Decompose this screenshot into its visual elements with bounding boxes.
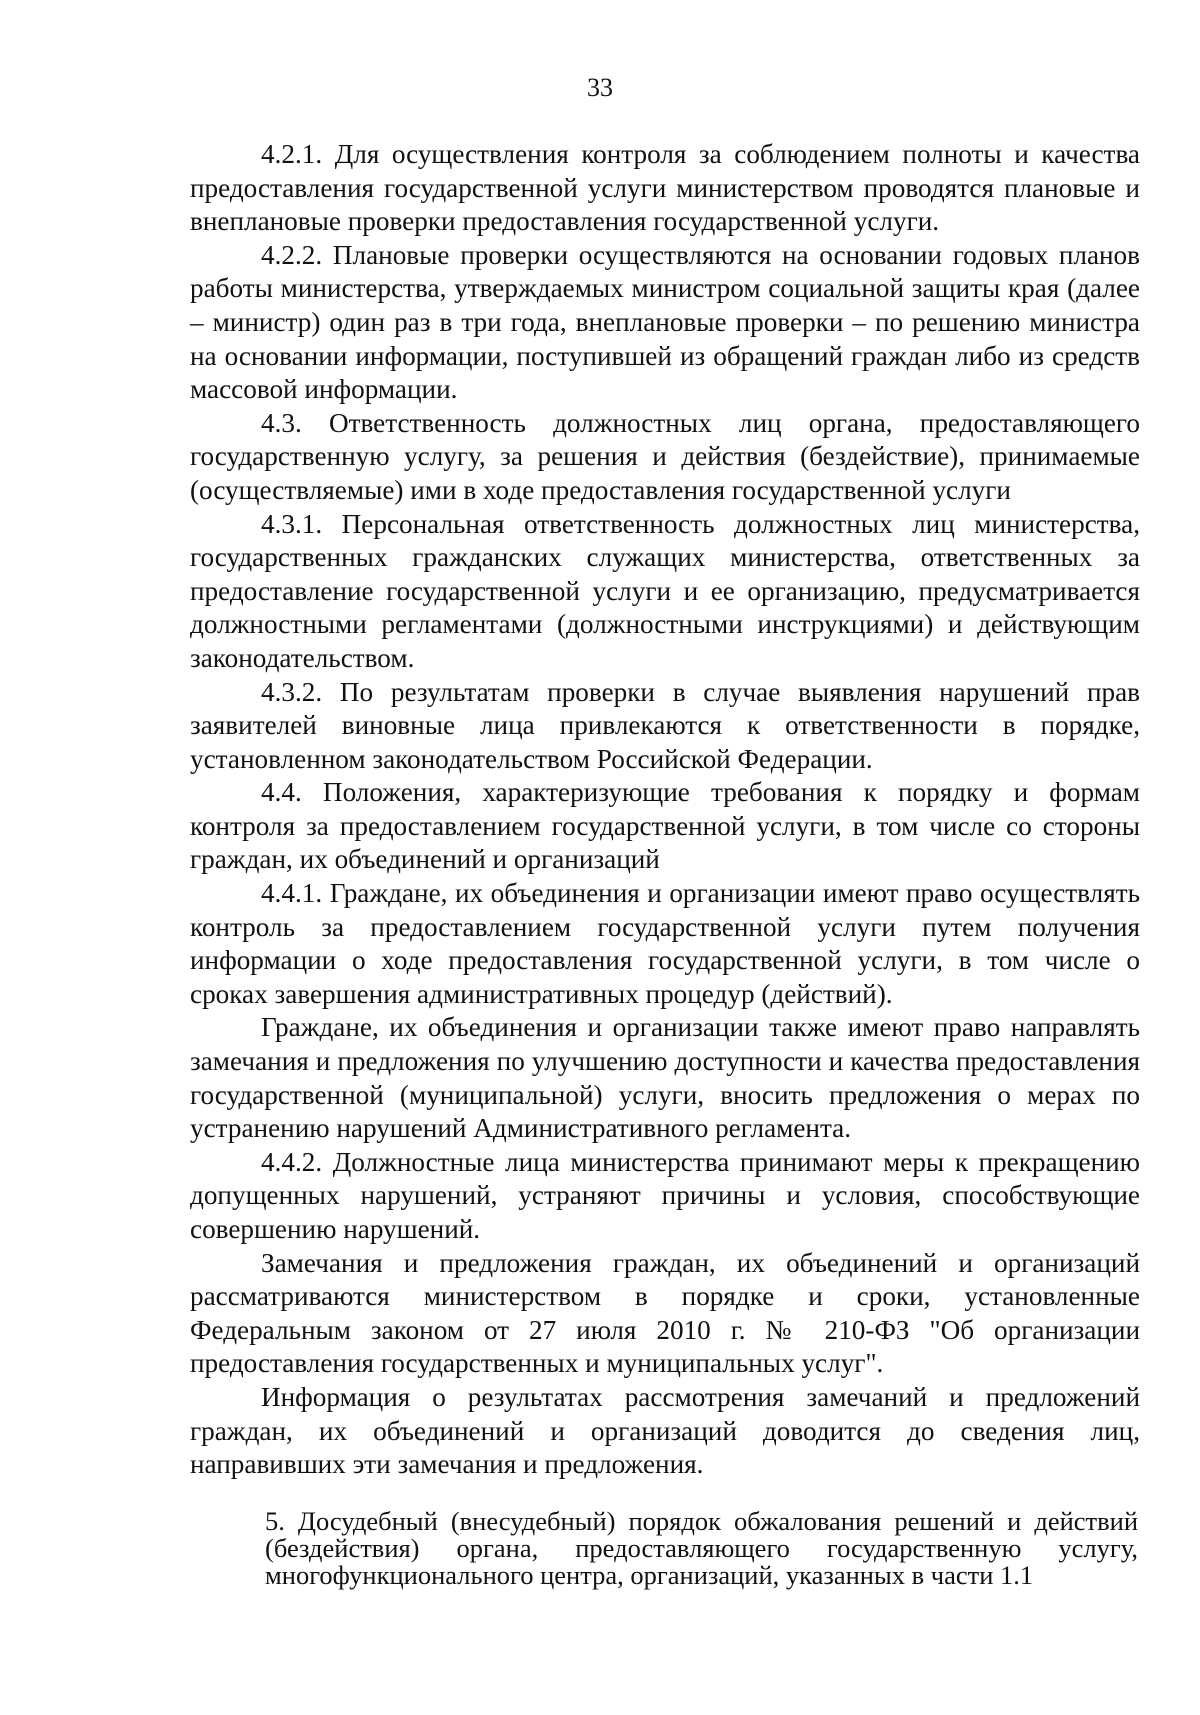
paragraph-remarks: Замечания и предложения граждан, их объединений и организаций рассматриваются министерством в порядке и сроки, установленные Федеральным законом от 27 июля 2010 г. № 210-ФЗ "Об организации предоставления государственных и муниципальных услуг". — [190, 1247, 1140, 1379]
body-text — [190, 138, 1140, 1482]
paragraph-4-2-2: 4.2.2. Плановые проверки осуществляются на основании годовых планов работы министерства, утверждаемых министром социальной защиты края (далее – министр) один раз в три года, внеплановые проверки – по решению министра на основании информации, поступившей из обращений граждан либо из средств массовой информации. — [190, 239, 1140, 405]
paragraph-4-2-1: 4.2.1. Для осуществления контроля за соблюдением полноты и качества предоставления государственной услуги министерством проводятся плановые и внеплановые проверки предоставления государственной услуги. — [190, 139, 1140, 237]
paragraph-4-3: 4.3. Ответственность должностных лиц органа, предоставляющего государственную услугу, за решения и действия (бездействие), принимаемые (осуществляемые) ими в ходе предоставления государственной услуги — [190, 407, 1140, 505]
paragraph-information: Информация о результатах рассмотрения замечаний и предложений граждан, их объединений и организаций доводится до сведения лиц, направивших эти замечания и предложения. — [190, 1381, 1140, 1480]
section-5-heading — [265, 1508, 1138, 1589]
paragraph-4-4-2: 4.4.2. Должностные лица министерства принимают меры к прекращению допущенных нарушений, устраняют причины и условия, способствующие совершению нарушений. — [190, 1146, 1140, 1244]
section-heading-text: 5. Досудебный (внесудебный) порядок обжалования решений и действий (бездействия) органа, предоставляющего государственную услугу, многофункционального центра, организаций, указанных в части 1.1 — [265, 1506, 1138, 1590]
paragraph-4-3-1: 4.3.1. Персональная ответственность должностных лиц министерства, государственных гражданских служащих министерства, ответственных за предоставление государственной услуги и ее организацию, предусматривается должностными регламентами (должностными инструкциями) и действующим законодательством. — [190, 508, 1140, 673]
paragraph-4-4-1-continued: Граждане, их объединения и организации также имеют право направлять замечания и предложения по улучшению доступности и качества предоставления государственной (муниципальной) услуги, вносить предложения о мерах по устранению нарушений Административного регламента. — [190, 1012, 1140, 1144]
paragraph-4-4-1: 4.4.1. Граждане, их объединения и организации имеют право осуществлять контроль за предоставлением государственной услуги путем получения информации о ходе предоставления государственной услуги, в том числе о сроках завершения административных процедур (действий). — [190, 878, 1140, 1009]
paragraph-4-3-2: 4.3.2. По результатам проверки в случае выявления нарушений прав заявителей виновные лица привлекаются к ответственности в порядке, установленном законодательством Российской Федерации. — [190, 676, 1140, 774]
paragraph-4-4: 4.4. Положения, характеризующие требования к порядку и формам контроля за предоставлением государственной услуги, в том числе со стороны граждан, их объединений и организаций — [190, 777, 1140, 875]
page-number: 33 — [587, 73, 613, 102]
